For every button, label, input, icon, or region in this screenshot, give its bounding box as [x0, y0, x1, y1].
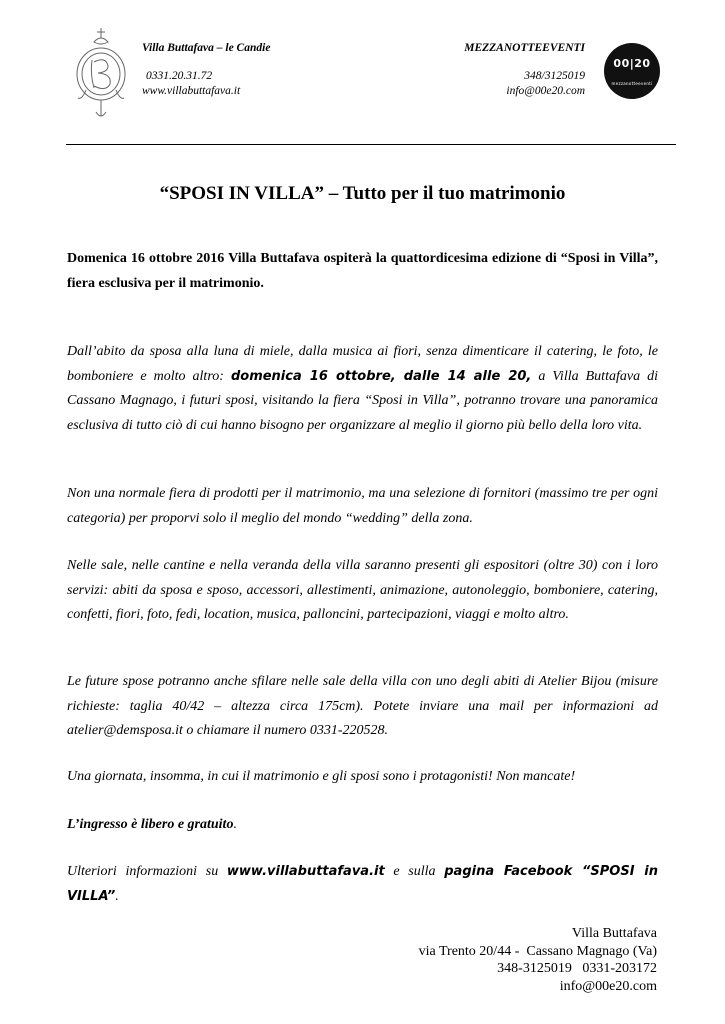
footer-contact: [419, 925, 657, 995]
paragraph-exhibitors: Nelle sale, nelle cantine e nella veranda della villa saranno presenti gli espositori (oltre 30) con i loro servizi: abiti da sposa e sposo, accessori, allestimenti, animazione, autonoleggio, bomboniere, catering, confetti, fiori, foto, fedi, location, musica, palloncini, partecipazioni, viaggi e molto altro.: [67, 558, 658, 623]
facebook-page-link[interactable]: pagina Facebook “SPOSI in VILLA”: [67, 864, 658, 904]
paragraph-fashion-show: Le future spose potranno anche sfilare nelle sale della villa con uno degli abiti di Atelier Bijou (misure richieste: taglia 40/42 – altezza circa 175cm). Potete inviare una mail per informazioni ad atelier@demsposa.it o chiamare il numero 0331-220528.: [67, 674, 658, 739]
free-entry-text: L’ingresso è libero e gratuito: [67, 817, 234, 832]
intro-paragraph: Domenica 16 ottobre 2016 Villa Buttafava ospiterà la quattordicesima edizione di “Sposi in Villa”, fiera esclusiva per il matrimonio.: [67, 251, 658, 291]
free-entry-period: .: [233, 817, 237, 832]
villa-name: Villa Buttafava – le Candie: [142, 42, 271, 54]
header-divider: [66, 144, 676, 145]
paragraph-selection: Non una normale fiera di prodotti per il matrimonio, ma una selezione di fornitori (massimo tre per ogni categoria) per proporvi solo il meglio del mondo “wedding” della zona.: [67, 486, 658, 526]
p1-text-end: a Villa Buttafava di Cassano Magnago, i futuri sposi, visitando la fiera “Sposi in Villa”, potranno trovare una panoramica esclusiva di tutto ciò di cui hanno bisogno per organizzare al meglio il giorno più bello della loro vita.: [67, 368, 658, 433]
villa-website: www.villabuttafava.it: [142, 85, 241, 97]
paragraph-closing: Una giornata, insomma, in cui il matrimonio e gli sposi sono i protagonisti! Non mancate!: [67, 769, 576, 784]
more-info-start: Ulteriori informazioni su: [67, 864, 227, 879]
mezzanotteeventi-round-logo-icon: [604, 43, 660, 99]
more-info-end: .: [115, 888, 119, 904]
p1-text-start: Dall’abito da sposa alla luna di miele, dalla musica ai fiori, senza dimenticare il catering, le foto, le bomboniere e molto altro:: [67, 344, 658, 384]
document-title: “SPOSI IN VILLA” – Tutto per il tuo matrimonio: [159, 183, 566, 204]
villa-buttafava-monogram-logo-icon: [72, 24, 130, 120]
villa-phone: 0331.20.31.72: [146, 70, 213, 82]
event-date-time: domenica 16 ottobre, dalle 14 alle 20,: [230, 368, 532, 384]
logo-subtext: mezzanotteeventi: [611, 81, 653, 86]
organizer-phone: 348/3125019: [524, 70, 585, 82]
footer-phones: 348-3125019 0331-203172: [497, 961, 657, 976]
paragraph-free-entry: [67, 813, 658, 838]
more-info-middle: e sulla: [384, 864, 445, 879]
organizer-name: MEZZANOTTEEVENTI: [464, 42, 585, 54]
paragraph-more-info: [67, 860, 658, 909]
logo-text: 00|20: [613, 57, 651, 70]
organizer-email: info@00e20.com: [506, 85, 585, 97]
website-link[interactable]: www.villabuttafava.it: [226, 864, 385, 879]
paragraph-event-overview: [67, 340, 658, 438]
footer-email: info@00e20.com: [559, 978, 657, 994]
footer-address: via Trento 20/44 - Cassano Magnago (Va): [418, 943, 657, 959]
footer-villa-name: Villa Buttafava: [571, 926, 657, 941]
